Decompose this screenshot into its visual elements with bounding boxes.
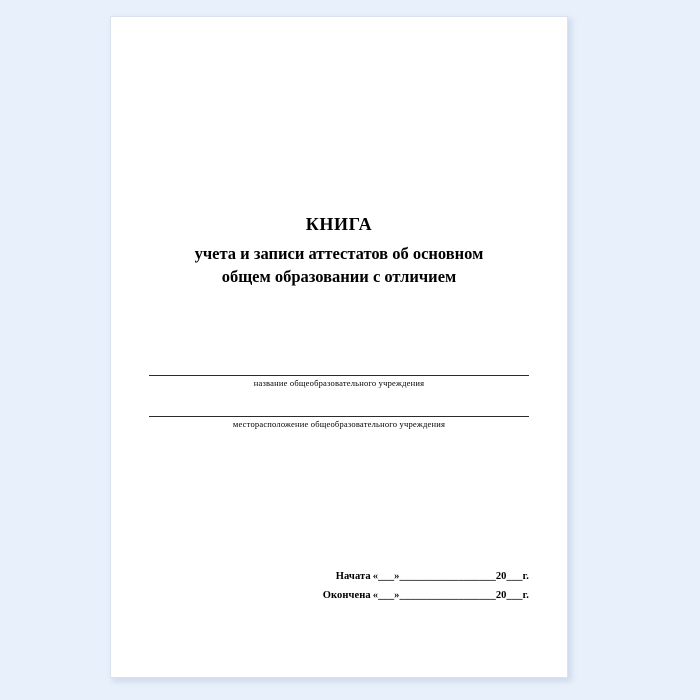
institution-location-caption: месторасположение общеобразовательного учреждения — [232, 419, 446, 429]
started-value[interactable]: «___»__________________20___г. — [372, 571, 529, 582]
document-page — [110, 16, 568, 678]
document-body — [111, 17, 567, 677]
finished-value[interactable]: «___»__________________20___г. — [372, 590, 529, 601]
page-title: КНИГА — [305, 214, 373, 234]
footer-row-finished — [149, 590, 529, 601]
page-subtitle-line-1: учета и записи аттестатов об основном — [194, 243, 484, 263]
field-institution-location — [149, 402, 529, 429]
footer-row-started — [149, 571, 529, 582]
institution-name-caption: название общеобразовательного учреждения — [253, 378, 425, 388]
field-institution-name — [149, 361, 529, 388]
document-footer — [149, 571, 529, 609]
institution-name-input[interactable] — [149, 361, 529, 376]
document-title-block — [149, 213, 529, 289]
started-label: Начата — [335, 571, 371, 582]
finished-label: Окончена — [322, 590, 371, 601]
institution-location-input[interactable] — [149, 402, 529, 417]
institution-fields — [149, 361, 529, 443]
page-subtitle-line-2: общем образовании с отличием — [221, 267, 457, 287]
